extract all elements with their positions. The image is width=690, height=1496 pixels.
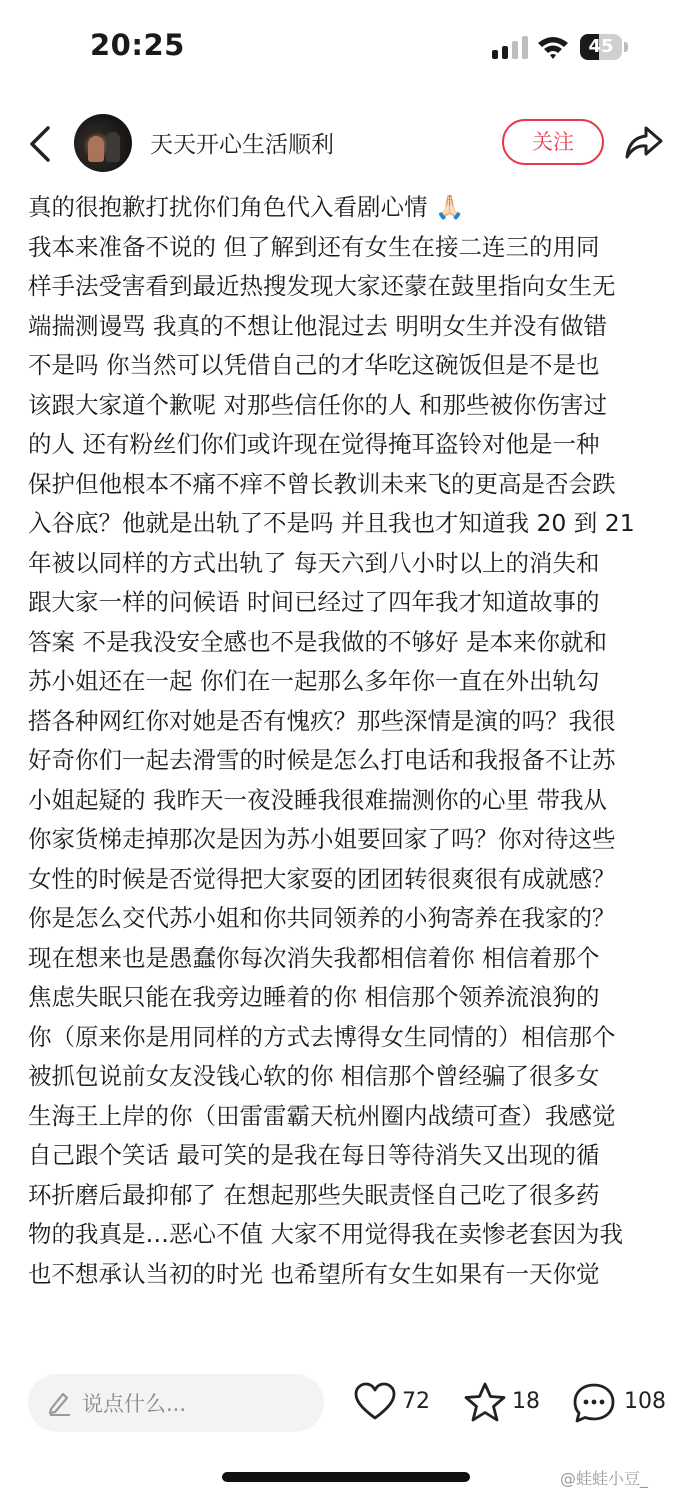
post-text-line: 环折磨后最抑郁了 在想起那些失眠责怪自己吃了很多药 [28,1180,600,1209]
author-avatar[interactable] [74,114,132,172]
post-text-line: 的人 还有粉丝们你们或许现在觉得掩耳盗铃对他是一种 [28,430,600,458]
post-text-line: 被抓包说前女友没钱心软的你 相信那个曾经骗了很多女 [28,1062,600,1090]
post-text-line: 自己跟个笑话 最可笑的是我在每日等待消失又出现的循 [28,1141,600,1169]
like-button[interactable] [354,1382,434,1426]
post-text-line: 样手法受害看到最近热搜发现大家还蒙在鼓里指向女生无 [28,272,616,300]
battery-percent: 45 [588,36,614,57]
post-text-line: 年被以同样的方式出轨了 每天六到八小时以上的消失和 [28,548,600,577]
comment-input[interactable] [28,1374,324,1432]
post-text-line: 答案 不是我没安全感也不是我做的不够好 是本来你就和 [28,627,607,656]
post-text-line: 苏小姐还在一起 你们在一起那么多年你一直在外出轨勾 [28,667,600,695]
comment-count: 108 [624,1389,666,1414]
follow-button[interactable]: 关注 [502,119,604,165]
post-text-line: 生海王上岸的你（田雷雷霸天杭州圈内战绩可查）我感觉 [28,1101,616,1130]
post-text-line: 物的我真是…恶心不值 大家不用觉得我在卖惨老套因为我 [28,1220,623,1248]
comment-bubble-icon [572,1382,616,1424]
post-text-line: 好奇你们一起去滑雪的时候是怎么打电话和我报备不让苏 [28,746,616,774]
author-username[interactable]: 天天开心生活顺利 [150,132,334,158]
star-icon [464,1382,506,1424]
cellular-signal-icon [490,36,530,60]
post-text-line: 真的很抱歉打扰你们角色代入看剧心情 🙏🏻 [28,193,465,221]
post-header [0,100,690,186]
status-time: 20:25 [90,28,185,62]
post-text-line: 焦虑失眠只能在我旁边睡着的你 相信那个领养流浪狗的 [28,983,600,1011]
favorite-count: 18 [512,1389,540,1414]
post-text-line: 搭各种网红你对她是否有愧疚？那些深情是演的吗？我很 [28,706,616,735]
share-icon[interactable] [624,124,664,162]
post-text-line: 你是怎么交代苏小姐和你共同领养的小狗寄养在我家的？ [28,904,616,932]
post-text-line: 也不想承认当初的时光 也希望所有女生如果有一天你觉 [28,1259,600,1288]
battery-icon [580,34,628,60]
post-text-line: 小姐起疑的 我昨天一夜没睡我很难揣测你的心里 带我从 [28,785,607,814]
post-content [28,188,668,1294]
post-text-line: 跟大家一样的问候语 时间已经过了四年我才知道故事的 [28,588,600,616]
watermark: @蛙蛙小豆_ [560,1469,649,1488]
post-text-line: 我本来准备不说的 但了解到还有女生在接二连三的用同 [28,232,600,261]
pencil-icon [46,1390,72,1416]
comment-button[interactable] [572,1382,672,1426]
favorite-button[interactable] [464,1382,544,1426]
back-arrow-icon[interactable] [26,124,54,164]
comment-placeholder: 说点什么... [82,1392,187,1416]
post-text-line: 现在想来也是愚蠢你每次消失我都相信着你 相信着那个 [28,943,600,972]
heart-icon [354,1382,396,1422]
post-text-line: 该跟大家道个歉呢 对那些信任你的人 和那些被你伤害过 [28,390,607,419]
post-text-line: 保护但他根本不痛不痒不曾长教训未来飞的更高是否会跌 [28,469,616,498]
post-text-line: 不是吗 你当然可以凭借自己的才华吃这碗饭但是不是也 [28,351,600,379]
post-text-line: 你家货梯走掉那次是因为苏小姐要回家了吗？你对待这些 [28,825,616,853]
post-text-line: 女性的时候是否觉得把大家耍的团团转很爽很有成就感？ [28,864,616,893]
wifi-icon [536,34,570,60]
post-text-line: 入谷底？他就是出轨了不是吗 并且我也才知道我 20 到 21 [28,509,635,537]
post-text-line: 你（原来你是用同样的方式去博得女生同情的）相信那个 [28,1022,616,1051]
post-text-line: 端揣测谩骂 我真的不想让他混过去 明明女生并没有做错 [28,311,607,340]
like-count: 72 [402,1389,430,1414]
status-bar [0,0,690,96]
home-indicator[interactable] [222,1472,470,1482]
